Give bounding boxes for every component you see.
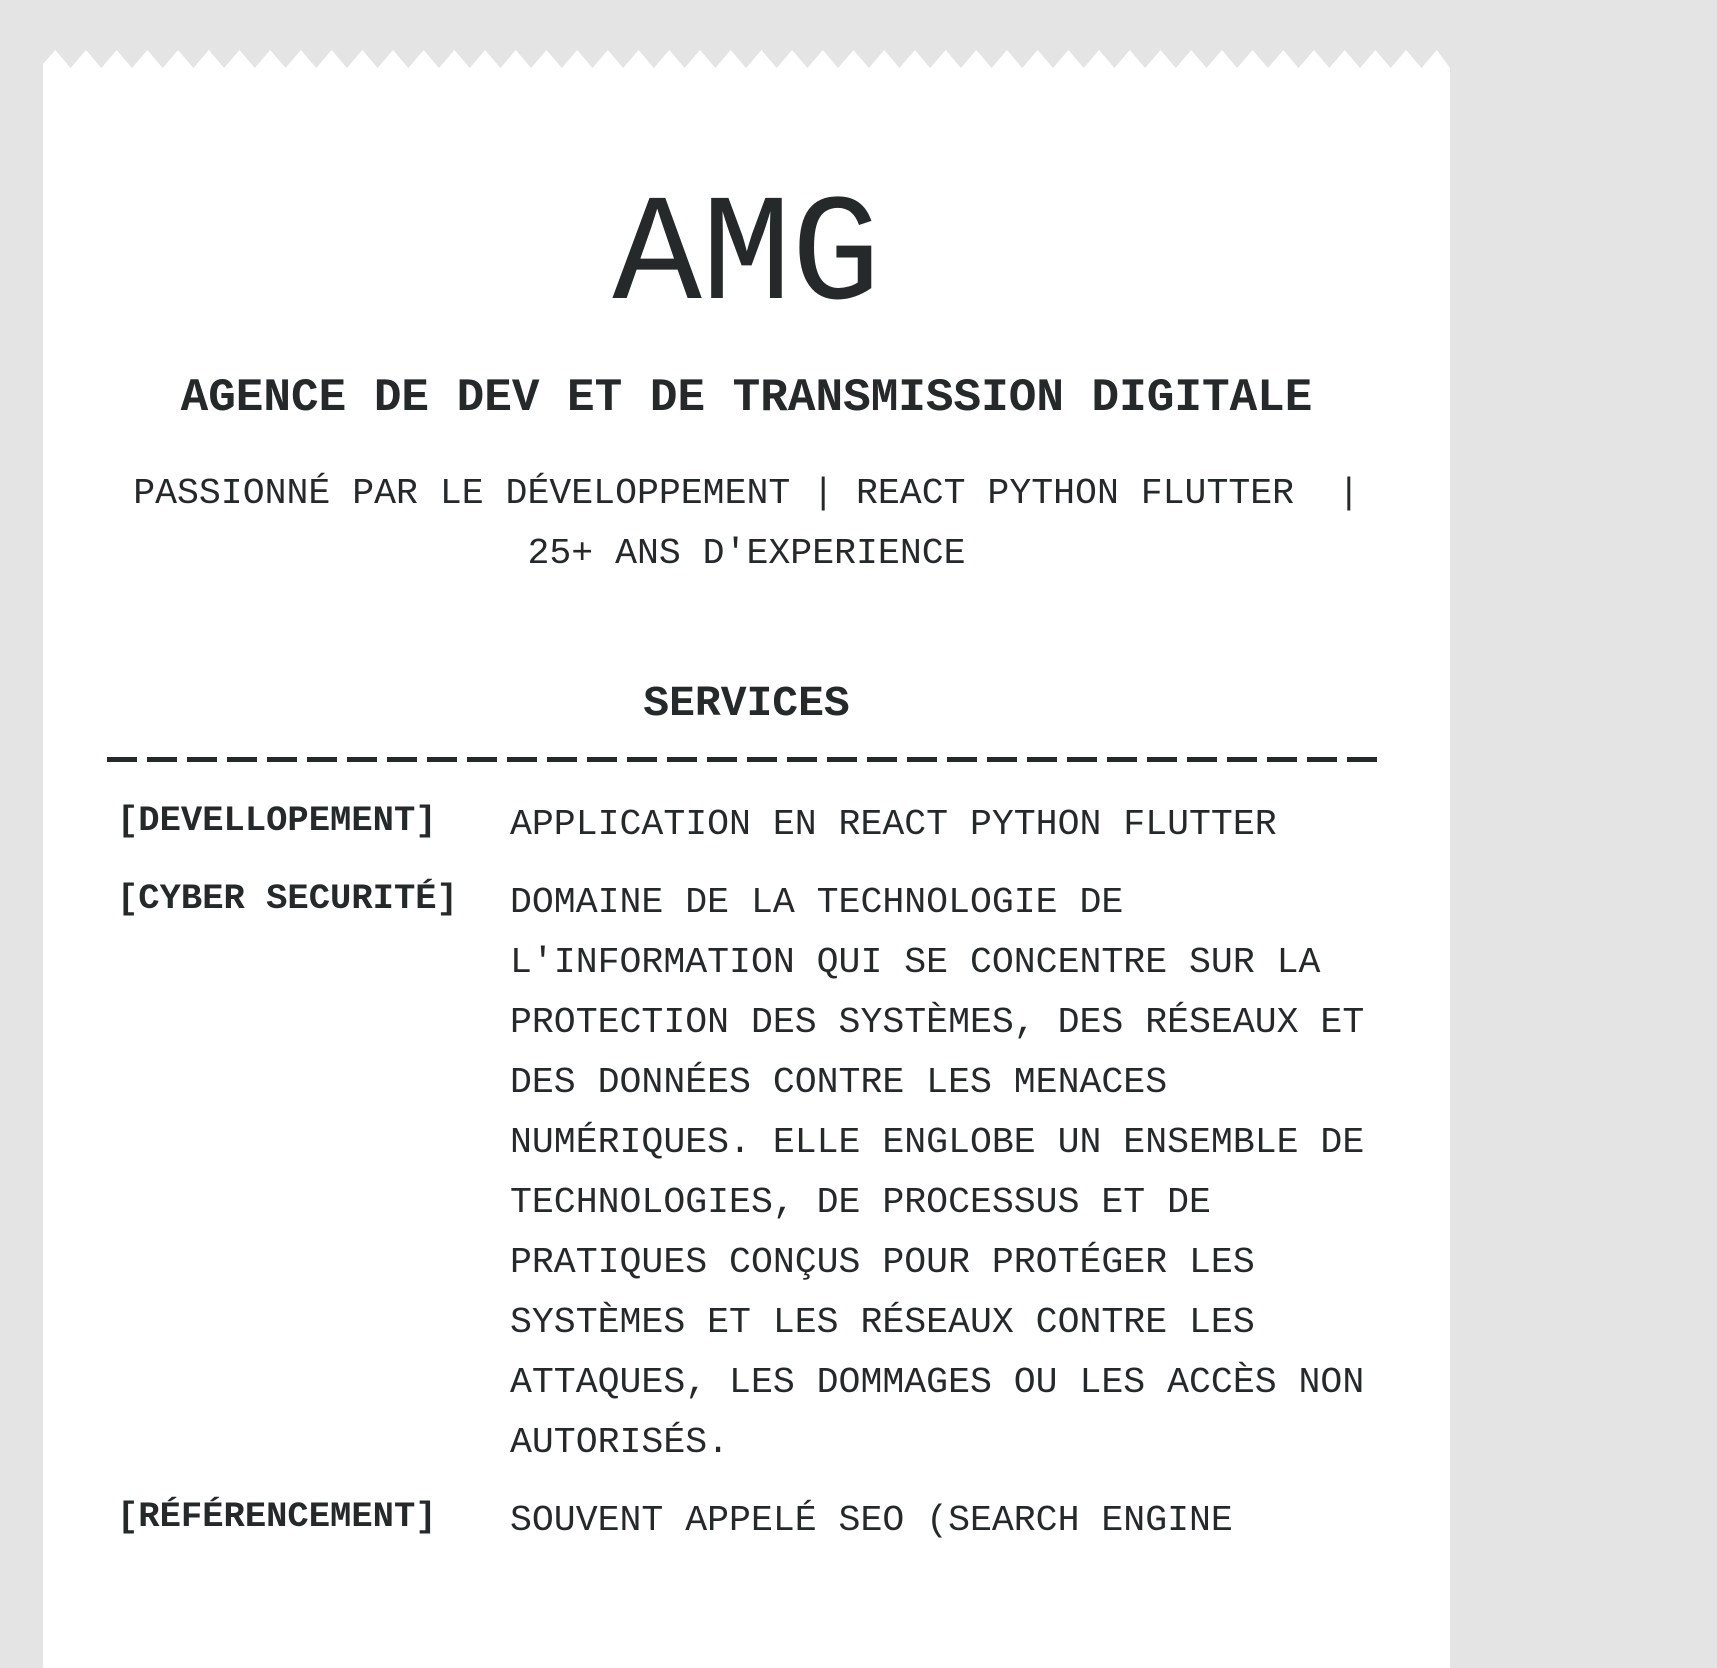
torn-edge-decoration — [43, 50, 1450, 69]
dashed-divider — [107, 757, 1382, 762]
brand-title: AMG — [612, 171, 881, 344]
services-heading: SERVICES — [643, 679, 850, 728]
service-label: [CYBER SECURITÉ] — [117, 878, 458, 919]
service-item-cyber-securite — [117, 874, 1407, 1473]
tagline: PASSIONNÉ PAR LE DÉVELOPPEMENT | REACT PYTHON FLUTTER | 25+ ANS D'EXPERIENCE — [133, 473, 1404, 574]
service-label: [RÉFÉRENCEMENT] — [117, 1496, 437, 1537]
service-item-developpement — [117, 796, 1407, 855]
service-description: SOUVENT APPELÉ SEO (SEARCH ENGINE — [510, 1500, 1233, 1541]
services-list — [117, 796, 1407, 1570]
brand-subtitle: AGENCE DE DEV ET DE TRANSMISSION DIGITALE — [180, 372, 1313, 424]
service-item-referencement — [117, 1492, 1407, 1551]
service-description: DOMAINE DE LA TECHNOLOGIE DE L'INFORMATION QUI SE CONCENTRE SUR LA PROTECTION DES SYSTÈMES, DES RÉSEAUX ET DES DONNÉES CONTRE LES MENACES NUMÉRIQUES. ELLE ENGLOBE UN ENSEMBLE DE TECHNOLOGIES, DE PROCESSUS ET DE PRATIQUES CONÇUS POUR PROTÉGER LES SYSTÈMES ET LES RÉSEAUX CONTRE LES ATTAQUES, LES DOMMAGES OU LES ACCÈS NON AUTORISÉS. — [510, 882, 1365, 1463]
receipt-paper — [43, 68, 1450, 1668]
service-label: [DEVELLOPEMENT] — [117, 800, 437, 841]
service-description: APPLICATION EN REACT PYTHON FLUTTER — [510, 804, 1277, 845]
